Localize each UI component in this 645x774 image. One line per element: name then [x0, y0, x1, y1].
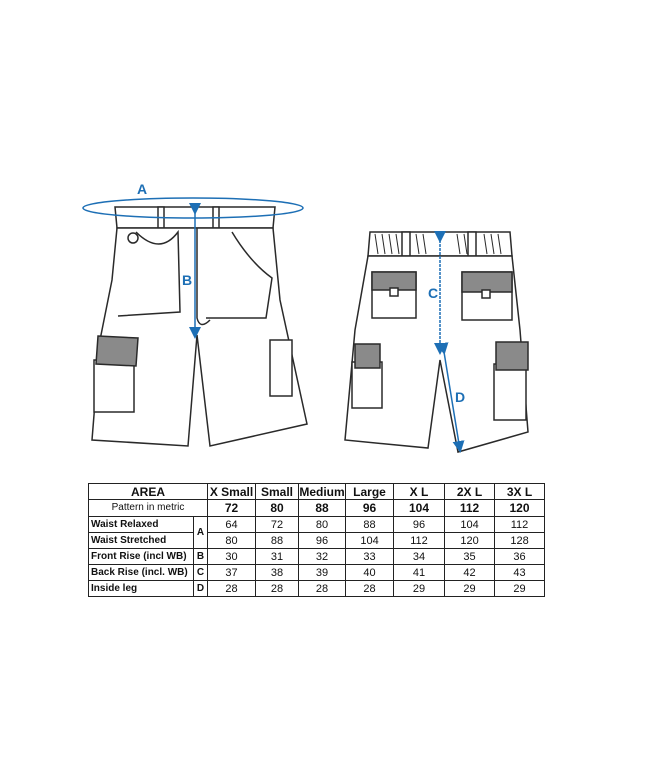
size-header-row — [89, 484, 545, 500]
front-cargo-pocket-right — [270, 340, 292, 396]
back-pocket-left-tab — [390, 288, 398, 296]
row-label: Front Rise (incl WB) — [89, 549, 194, 565]
row-label: Waist Relaxed — [89, 517, 194, 533]
table-cell: 112 — [394, 533, 445, 549]
back-cargo-pocket-left — [352, 362, 382, 408]
table-cell: 28 — [208, 581, 256, 597]
table-cell: 37 — [208, 565, 256, 581]
table-cell: 29 — [394, 581, 445, 597]
row-letter: A — [194, 517, 208, 549]
table-cell: 35 — [445, 549, 495, 565]
table-cell: 39 — [299, 565, 346, 581]
metric-row — [89, 500, 545, 517]
size-header: Large — [346, 484, 394, 500]
metric-value: 96 — [346, 500, 394, 517]
table-cell: 80 — [299, 517, 346, 533]
metric-value: 112 — [445, 500, 495, 517]
table-cell: 28 — [346, 581, 394, 597]
front-cargo-pocket-left — [94, 360, 134, 412]
table-row — [89, 517, 545, 533]
table-cell: 112 — [495, 517, 545, 533]
back-belt-loop — [402, 232, 410, 256]
size-header: Medium — [299, 484, 345, 499]
table-cell: 43 — [495, 565, 545, 581]
metric-value: 72 — [208, 500, 256, 517]
table-cell: 96 — [299, 533, 346, 549]
row-letter: C — [194, 565, 208, 581]
back-view — [345, 232, 528, 452]
table-cell: 36 — [495, 549, 545, 565]
table-cell: 32 — [299, 549, 346, 565]
table-cell: 72 — [256, 517, 299, 533]
back-cargo-flap-right — [496, 342, 528, 370]
table-row — [89, 549, 545, 565]
row-letter: B — [194, 549, 208, 565]
back-pocket-right-tab — [482, 290, 490, 298]
label-b: B — [182, 272, 193, 288]
row-label: Back Rise (incl. WB) — [89, 565, 194, 581]
table-cell: 104 — [346, 533, 394, 549]
row-label: Waist Stretched — [89, 533, 194, 549]
size-header: 2X L — [445, 484, 495, 500]
table-cell: 42 — [445, 565, 495, 581]
back-belt-loop — [468, 232, 476, 256]
table-row — [89, 565, 545, 581]
table-cell: 29 — [495, 581, 545, 597]
row-label: Inside leg — [89, 581, 194, 597]
metric-label: Pattern in metric — [89, 500, 208, 517]
table-cell: 120 — [445, 533, 495, 549]
table-cell: 88 — [346, 517, 394, 533]
table-cell: 40 — [346, 565, 394, 581]
table-cell: 104 — [445, 517, 495, 533]
metric-value: 80 — [256, 500, 299, 517]
table-cell: 30 — [208, 549, 256, 565]
table-cell: 80 — [208, 533, 256, 549]
table-cell: 28 — [256, 581, 299, 597]
metric-value: 120 — [495, 500, 545, 517]
table-cell: 96 — [394, 517, 445, 533]
label-c: C — [428, 285, 439, 301]
area-header: AREA — [89, 484, 208, 500]
size-header: X L — [394, 484, 445, 500]
size-header: Small — [256, 484, 299, 500]
label-a: A — [137, 181, 148, 197]
table-cell: 128 — [495, 533, 545, 549]
table-cell: 38 — [256, 565, 299, 581]
front-view — [92, 207, 307, 446]
label-d: D — [455, 389, 466, 405]
table-cell: 31 — [256, 549, 299, 565]
size-header: 3X L — [495, 484, 545, 500]
table-row — [89, 533, 545, 549]
table-cell: 34 — [394, 549, 445, 565]
metric-value: 104 — [394, 500, 445, 517]
table-cell: 33 — [346, 549, 394, 565]
table-row — [89, 581, 545, 597]
table-cell: 28 — [299, 581, 346, 597]
size-header: X Small — [208, 484, 256, 500]
table-cell: 29 — [445, 581, 495, 597]
front-cargo-flap-left — [96, 336, 138, 366]
row-letter: D — [194, 581, 208, 597]
table-cell: 88 — [256, 533, 299, 549]
back-cargo-pocket-right — [494, 364, 526, 420]
table-cell: 41 — [394, 565, 445, 581]
metric-value: 88 — [299, 500, 346, 517]
size-chart-table — [88, 483, 545, 597]
back-pocket-flap-right — [462, 272, 512, 292]
table-cell: 64 — [208, 517, 256, 533]
back-cargo-flap-left — [355, 344, 380, 368]
